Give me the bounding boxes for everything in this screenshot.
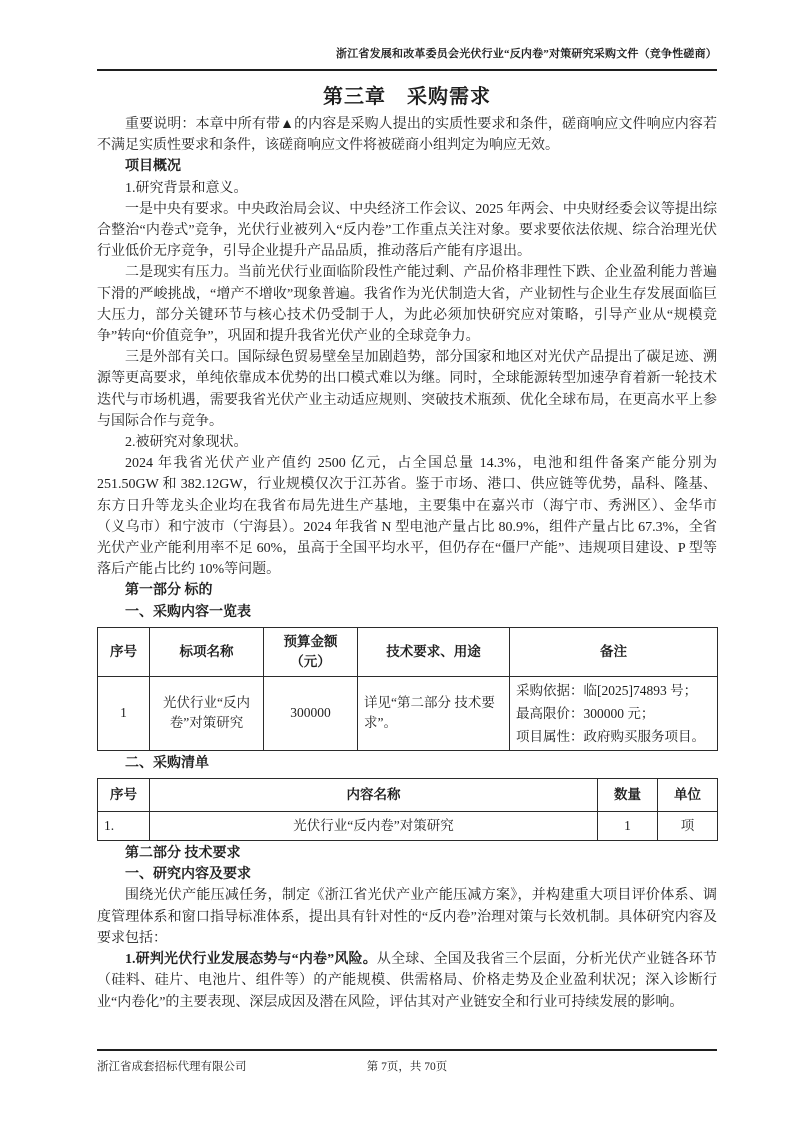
heading-part2: 第二部分 技术要求 bbox=[125, 846, 241, 862]
footer-spacer bbox=[510, 1058, 717, 1074]
page-content bbox=[97, 0, 717, 1013]
chapter-title: 第三章 采购需求 bbox=[323, 86, 491, 108]
heading-purchase-table: 一、采购内容一览表 bbox=[125, 604, 251, 620]
col-header-unit: 单位 bbox=[658, 779, 718, 812]
table-header-row bbox=[98, 779, 718, 812]
heading-research-background: 1.研究背景和意义。 bbox=[125, 180, 248, 196]
para-central-requirement: 一是中央有要求。中央政治局会议、中央经济工作会议、2025 年两会、中央财经委会议等提出综合整治“内卷式”竞争，光伏行业被列入“反内卷”工作重点关注对象。要求要依法依规、综合治理光伏行业低价无序竞争，引导企业提升产品品质，推动落后产能有序退出。 bbox=[97, 201, 717, 260]
heading-list-table: 二、采购清单 bbox=[125, 755, 209, 771]
para-research-item1 bbox=[97, 949, 717, 1013]
footer-page-number: 第 7页，共 70页 bbox=[366, 1061, 448, 1073]
heading-part1: 第一部分 标的 bbox=[125, 583, 213, 599]
col-header-no: 序号 bbox=[98, 779, 150, 812]
col-header-tech-req: 技术要求、用途 bbox=[358, 627, 510, 676]
remark-price-limit: 最高限价：300000 元； bbox=[516, 705, 655, 721]
page-header-line: 浙江省发展和改革委员会光伏行业“反内卷”对策研究采购文件（竞争性磋商） bbox=[97, 45, 717, 71]
cell-tech-req: 详见“第二部分 技术要求”。 bbox=[358, 676, 510, 750]
table-row bbox=[98, 812, 718, 841]
cell-item-name: 光伏行业“反内卷”对策研究 bbox=[150, 676, 264, 750]
para-external-challenge: 三是外部有关口。国际绿色贸易壁垒呈加剧趋势，部分国家和地区对光伏产品提出了碳足迹、溯源等更高要求，单纯依靠成本优势的出口模式难以为继。同时，全球能源转型加速孕育着新一轮技术迭代与市场机遇，需要我省光伏产业主动适应规则、突破技术瓶颈、优化全球布局，在更高水平上参与国际合作与竞争。 bbox=[97, 350, 717, 429]
heading-research-object: 2.被研究对象现状。 bbox=[125, 435, 248, 451]
research-item1-title: 1.研判光伏行业发展态势与“内卷”风险。 bbox=[125, 952, 377, 968]
research-item1-body: 从全球、全国及我省三个层面，分析光伏产业链各环节（硅料、硅片、电池片、组件等）的产能规模、供需格局、价格走势及企业盈利状况；深入诊断行业“内卷化”的主要表现、深层成因及潜在风险，评估其对产业链安全和行业可持续发展的影响。 bbox=[97, 952, 718, 1010]
para-task-overview: 围绕光伏产能压减任务，制定《浙江省光伏产业产能压减方案》，并构建重大项目评价体系、调度管理体系和窗口指导标准体系，提出具有针对性的“反内卷”治理对策与长效机制。具体研究内容及要求包括： bbox=[97, 888, 717, 946]
important-note: 重要说明：本章中所有带▲的内容是采购人提出的实质性要求和条件，磋商响应文件响应内容若不满足实质性要求和条件，该磋商响应文件将被磋商小组判定为响应无效。 bbox=[97, 117, 717, 154]
page-footer bbox=[97, 1049, 717, 1074]
table-row bbox=[98, 676, 718, 750]
heading-content-requirements: 一、研究内容及要求 bbox=[125, 867, 251, 883]
purchase-content-table bbox=[97, 627, 718, 751]
cell-no: 1 bbox=[98, 676, 150, 750]
cell-content-name: 光伏行业“反内卷”对策研究 bbox=[150, 812, 598, 841]
col-header-item-name: 标项名称 bbox=[150, 627, 264, 676]
cell-unit: 项 bbox=[658, 812, 718, 841]
cell-qty: 1 bbox=[598, 812, 658, 841]
remark-project-type: 项目属性：政府购买服务项目。 bbox=[516, 728, 705, 744]
purchase-list-table bbox=[97, 778, 718, 841]
cell-remark bbox=[510, 676, 718, 750]
heading-project-overview: 项目概况 bbox=[125, 159, 181, 175]
para-industry-status: 2024 年我省光伏产业产值约 2500 亿元，占全国总量 14.3%，电池和组件备案产能分别为 251.50GW 和 382.12GW，行业规模仅次于江苏省。鉴于市场、港口、供应链等优势，晶科、隆基、东方日升等龙头企业均在我省布局先进生产基地，主要集中在嘉兴市（海宁市、秀洲区）、金华市（义乌市）和宁波市（宁海县）。2024 年我省 N 型电池产量占比 80.9%，组件产量占比 67.3%，全省光伏产业产能利用率不足 60%，虽高于全国平均水平，但仍存在“僵尸产能”、违规项目建设、P 型等落后产能占比约 10%等问题。 bbox=[97, 456, 717, 578]
para-reality-pressure: 二是现实有压力。当前光伏行业面临阶段性产能过剩、产品价格非理性下跌、企业盈利能力普遍下滑的严峻挑战，“增产不增收”现象普遍。我省作为光伏制造大省，产业韧性与企业生存发展面临巨大压力，部分关键环节与核心技术仍受制于人，为此必须加快研究应对策略，引导产业从“规模竞争”转向“价值竞争”，巩固和提升我省光伏产业的全球竞争力。 bbox=[97, 265, 717, 345]
col-header-qty: 数量 bbox=[598, 779, 658, 812]
cell-no: 1. bbox=[98, 812, 150, 841]
col-header-remark: 备注 bbox=[510, 627, 718, 676]
footer-company-name: 浙江省成套招标代理有限公司 bbox=[97, 1061, 247, 1073]
remark-basis: 采购依据：临[2025]74893 号； bbox=[516, 682, 698, 698]
table-header-row bbox=[98, 627, 718, 676]
col-header-content-name: 内容名称 bbox=[150, 779, 598, 812]
col-header-budget: 预算金额（元） bbox=[264, 627, 358, 676]
col-header-no: 序号 bbox=[98, 627, 150, 676]
cell-budget: 300000 bbox=[264, 676, 358, 750]
